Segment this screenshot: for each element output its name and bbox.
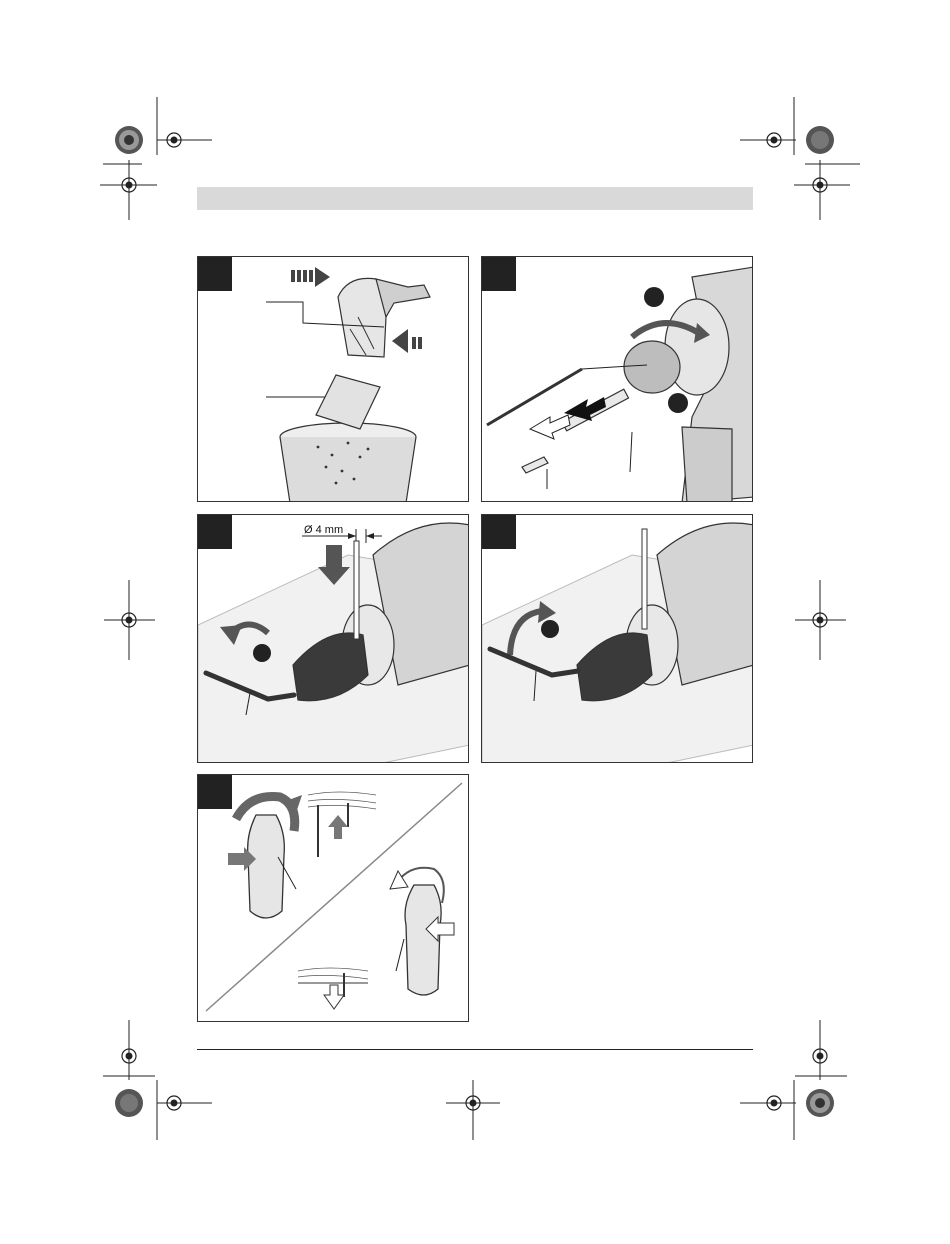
figure-number-badge (482, 257, 516, 291)
step-badge (253, 644, 271, 662)
figure-b-panel (481, 256, 753, 502)
header-band (197, 187, 753, 210)
rotation-direction-switch-illustration (198, 775, 469, 1022)
figure-a-panel (197, 256, 469, 502)
footer-rule (197, 1049, 753, 1050)
figure-number-badge (198, 515, 232, 549)
figure-number-badge (482, 515, 516, 549)
step-badge (541, 620, 559, 638)
figure-number-badge (198, 775, 232, 809)
step-1-badge (644, 287, 664, 307)
chuck-unlock-with-hex-key-illustration (482, 515, 753, 763)
diameter-label: Ø 4 mm (304, 524, 344, 536)
chuck-lock-with-hex-key-illustration (198, 515, 469, 763)
dust-box-insert-and-empty-illustration (198, 257, 469, 502)
figure-e-panel (197, 774, 469, 1022)
step-2-badge (668, 393, 688, 413)
figure-c-panel (197, 514, 469, 763)
chuck-removal-and-bit-adapter-illustration (482, 257, 753, 502)
figure-d-panel (481, 514, 753, 763)
figure-number-badge (198, 257, 232, 291)
